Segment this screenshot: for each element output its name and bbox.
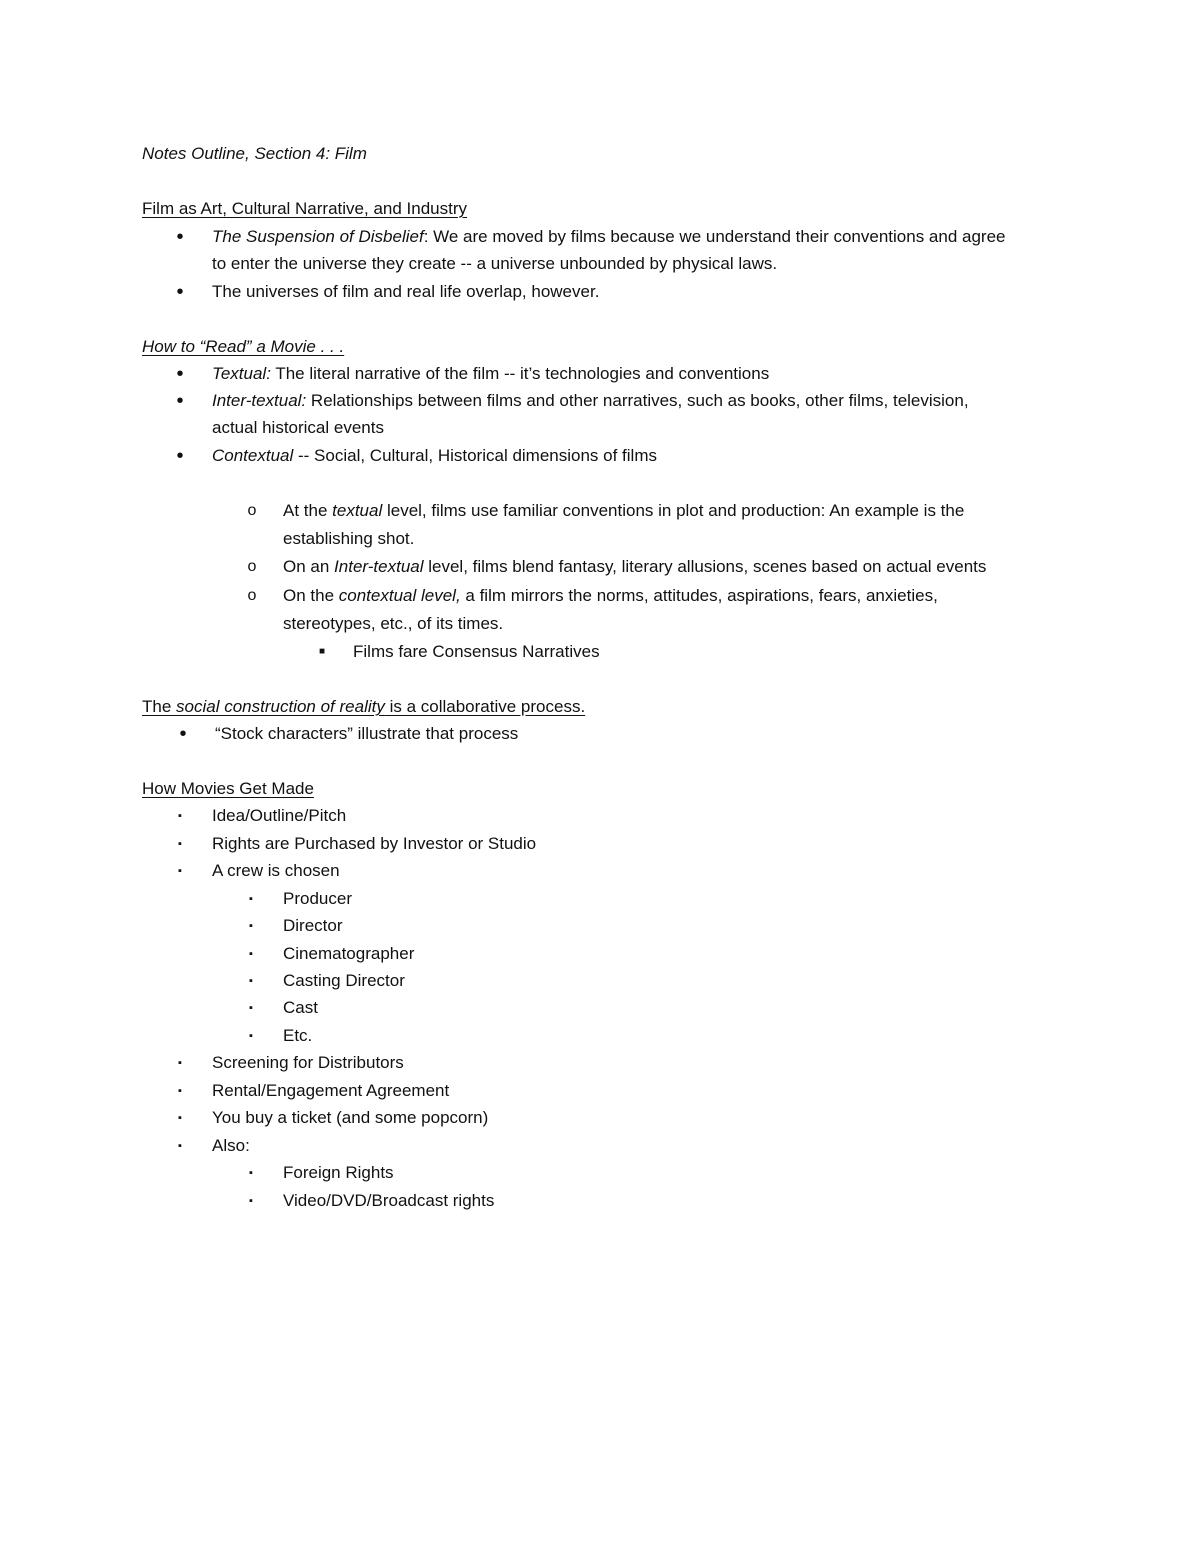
bullet-icon: • <box>176 445 184 467</box>
list-item <box>212 389 969 413</box>
sublist-item: On the contextual level, a film mirrors the norms, attitudes, aspirations, fears, anxieties, <box>283 586 938 605</box>
sublist-item: Director <box>283 916 343 935</box>
sublist-item: Cinematographer <box>283 944 415 963</box>
bullet-icon: ▪ <box>249 920 253 932</box>
circle-bullet-icon: o <box>247 587 257 604</box>
bullet-icon: ▪ <box>249 1002 253 1014</box>
item-text: : We are moved by films because we understand their conventions and agree <box>423 227 1006 246</box>
sublist-item: Cast <box>283 998 318 1017</box>
square-bullet-icon: ■ <box>318 646 326 657</box>
sublist-item-continuation: establishing shot. <box>283 529 415 548</box>
bullet-icon: ▪ <box>178 865 182 877</box>
list-item: Screening for Distributors <box>212 1053 404 1072</box>
sublist-item: Producer <box>283 889 352 908</box>
bullet-icon: ▪ <box>249 948 253 960</box>
list-item: Rights are Purchased by Investor or Studio <box>212 834 537 853</box>
item-text: Relationships between films and other narratives, such as books, other films, television, <box>306 391 969 410</box>
list-item: The universes of film and real life overlap, however. <box>212 282 600 301</box>
sublist-item: Video/DVD/Broadcast rights <box>283 1191 495 1210</box>
circle-bullet-icon: o <box>247 558 257 575</box>
item-emphasis: The Suspension of Disbelief <box>212 227 424 246</box>
item-emphasis: contextual level, <box>338 586 461 605</box>
bullet-icon: ▪ <box>178 810 182 822</box>
item-text: -- Social, Cultural, Historical dimensions of films <box>293 446 657 465</box>
item-emphasis: Textual: <box>212 364 271 383</box>
item-emphasis: Contextual <box>212 446 294 465</box>
bullet-icon: • <box>179 723 187 745</box>
bullet-icon: ▪ <box>249 1195 253 1207</box>
list-item <box>212 225 1005 249</box>
list-item <box>212 362 769 386</box>
bullet-icon: ▪ <box>178 1112 182 1124</box>
bullet-icon: • <box>176 226 184 248</box>
item-emphasis: Inter-textual <box>334 557 424 576</box>
section-heading-film-as-art: Film as Art, Cultural Narrative, and Industry <box>142 199 468 218</box>
list-item: Also: <box>212 1136 250 1155</box>
bullet-icon: ▪ <box>178 1140 182 1152</box>
item-emphasis: textual <box>332 501 383 520</box>
list-item: Idea/Outline/Pitch <box>212 806 347 825</box>
section-heading-social-construction: The social construction of reality is a collaborative process. <box>142 697 586 716</box>
sublist-item: Etc. <box>283 1026 313 1045</box>
list-item <box>212 444 657 468</box>
heading-emphasis: social construction of reality <box>176 697 385 716</box>
bullet-icon: • <box>176 363 184 385</box>
list-item: A crew is chosen <box>212 861 340 880</box>
bullet-icon: ▪ <box>249 893 253 905</box>
sublist-item: Casting Director <box>283 971 405 990</box>
sublist-item: On an Inter-textual level, films blend fantasy, literary allusions, scenes based on actual events <box>283 557 987 576</box>
item-emphasis: Inter-textual: <box>212 391 307 410</box>
bullet-icon: ▪ <box>249 975 253 987</box>
bullet-icon: ▪ <box>178 1085 182 1097</box>
bullet-icon: ▪ <box>249 1030 253 1042</box>
sublist-item: Foreign Rights <box>283 1163 394 1182</box>
bullet-icon: • <box>176 390 184 412</box>
list-item: You buy a ticket (and some popcorn) <box>212 1108 489 1127</box>
page-title: Notes Outline, Section 4: Film <box>142 144 367 163</box>
sublist-item-continuation: stereotypes, etc., of its times. <box>283 614 504 633</box>
list-item-continuation: to enter the universe they create -- a universe unbounded by physical laws. <box>212 254 778 273</box>
bullet-icon: ▪ <box>249 1167 253 1179</box>
list-item: “Stock characters” illustrate that process <box>215 724 519 743</box>
bullet-icon: ▪ <box>178 1057 182 1069</box>
subsublist-item: Films fare Consensus Narratives <box>353 642 600 661</box>
bullet-icon: ▪ <box>178 838 182 850</box>
list-item-continuation: actual historical events <box>212 418 384 437</box>
list-item: Rental/Engagement Agreement <box>212 1081 450 1100</box>
item-text: The literal narrative of the film -- it’s technologies and conventions <box>270 364 770 383</box>
bullet-icon: • <box>176 281 184 303</box>
circle-bullet-icon: o <box>247 502 257 519</box>
section-heading-how-movies-get-made: How Movies Get Made <box>142 779 314 798</box>
sublist-item: At the textual level, films use familiar conventions in plot and production: An example is the <box>283 501 965 520</box>
section-heading-how-to-read: How to “Read” a Movie . . . <box>142 337 345 356</box>
